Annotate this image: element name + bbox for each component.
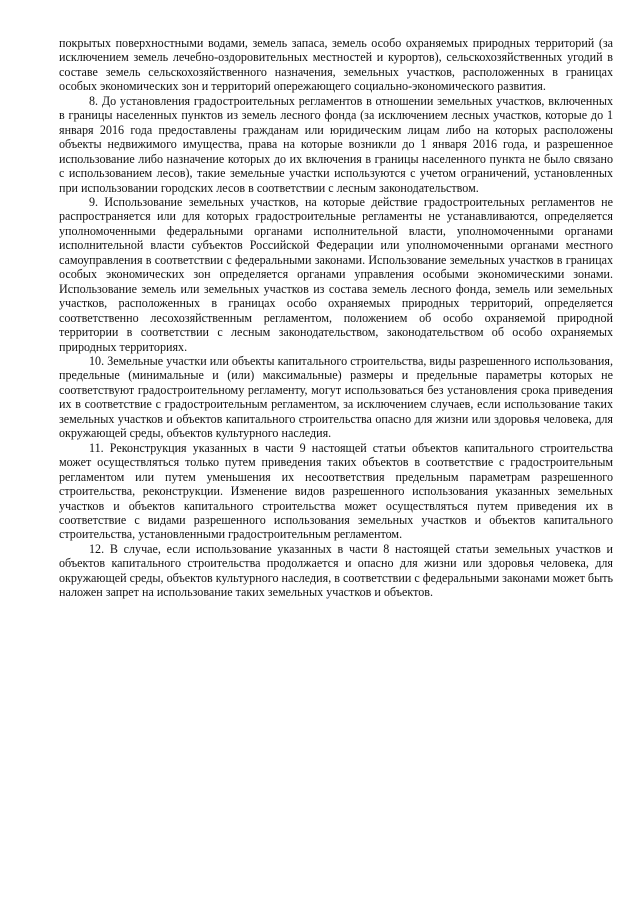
paragraph-8: 8. До установления градостроительных регламентов в отношении земельных участков, включенных в границы населенных пунктов из земель лесного фонда (за исключением лесных участков, которые до 1 января 2016 года предоставлены гражданам или юридическим лицам либо на которых расположены объекты недвижимого имущества, права на которые возникли до 1 января 2016 года, и разрешенное использование либо назначение которых до их включения в границы населенного пункта не было связано с использованием лесов), такие земельные участки используются с учетом ограничений, установленных при использовании городских лесов в соответствии с лесным законодательством. xyxy=(59,93,613,195)
paragraph-9: 9. Использование земельных участков, на которые действие градостроительных регламентов не распространяется или для которых градостроительные регламенты не устанавливаются, определяется уполномоченными федеральными органами исполнительной власти, уполномоченными органами исполнительной власти субъектов Российской Федерации или уполномоченными органами местного самоуправления в соответствии с федеральными законами. Использование земельных участков в границах особых экономических зон определяется органами управления особыми экономическими зонами. Использование земель или земельных участков из состава земель лесного фонда, земель или земельных участков, расположенных в границах особо охраняемых природных территорий, определяется соответственно лесохозяйственным регламентом, положением об особо охраняемой природной территории в соответствии с лесным законодательством, законодательством об особо охраняемых природных территориях. xyxy=(59,194,613,354)
paragraph-11: 11. Реконструкция указанных в части 9 настоящей статьи объектов капитального строительства может осуществляться только путем приведения таких объектов в соответствие с градостроительным регламентом или путем уменьшения их несоответствия предельным параметрам разрешенного строительства, реконструкции. Изменение видов разрешенного использования указанных земельных участков и объектов капитального строительства может осуществляться путем приведения их в соответствие с видами разрешенного использования земельных участков и объектов капитального строительства, установленными градостроительным регламентом. xyxy=(59,440,613,542)
paragraph-10: 10. Земельные участки или объекты капитального строительства, виды разрешенного использования, предельные (минимальные и (или) максимальные) размеры и предельные параметры которых не соответствуют градостроительному регламенту, могут использоваться без установления срока приведения их в соответствие с градостроительным регламентом, за исключением случаев, если использование таких земельных участков и объектов капитального строительства опасно для жизни или здоровья человека, для окружающей среды, объектов культурного наследия. xyxy=(59,353,613,441)
document-page xyxy=(59,36,613,600)
paragraph-12: 12. В случае, если использование указанных в части 8 настоящей статьи земельных участков и объектов капитального строительства продолжается и опасно для жизни или здоровья человека, для окружающей среды, объектов культурного наследия, в соответствии с федеральными законами может быть наложен запрет на использование таких земельных участков и объектов. xyxy=(59,541,613,600)
paragraph-continuation: покрытых поверхностными водами, земель запаса, земель особо охраняемых природных территорий (за исключением земель лечебно-оздоровительных местностей и курортов), сельскохозяйственных угодий в составе земель сельскохозяйственного назначения, земельных участков, расположенных в границах особых экономических зон и территорий опережающего социально-экономического развития. xyxy=(59,36,613,94)
